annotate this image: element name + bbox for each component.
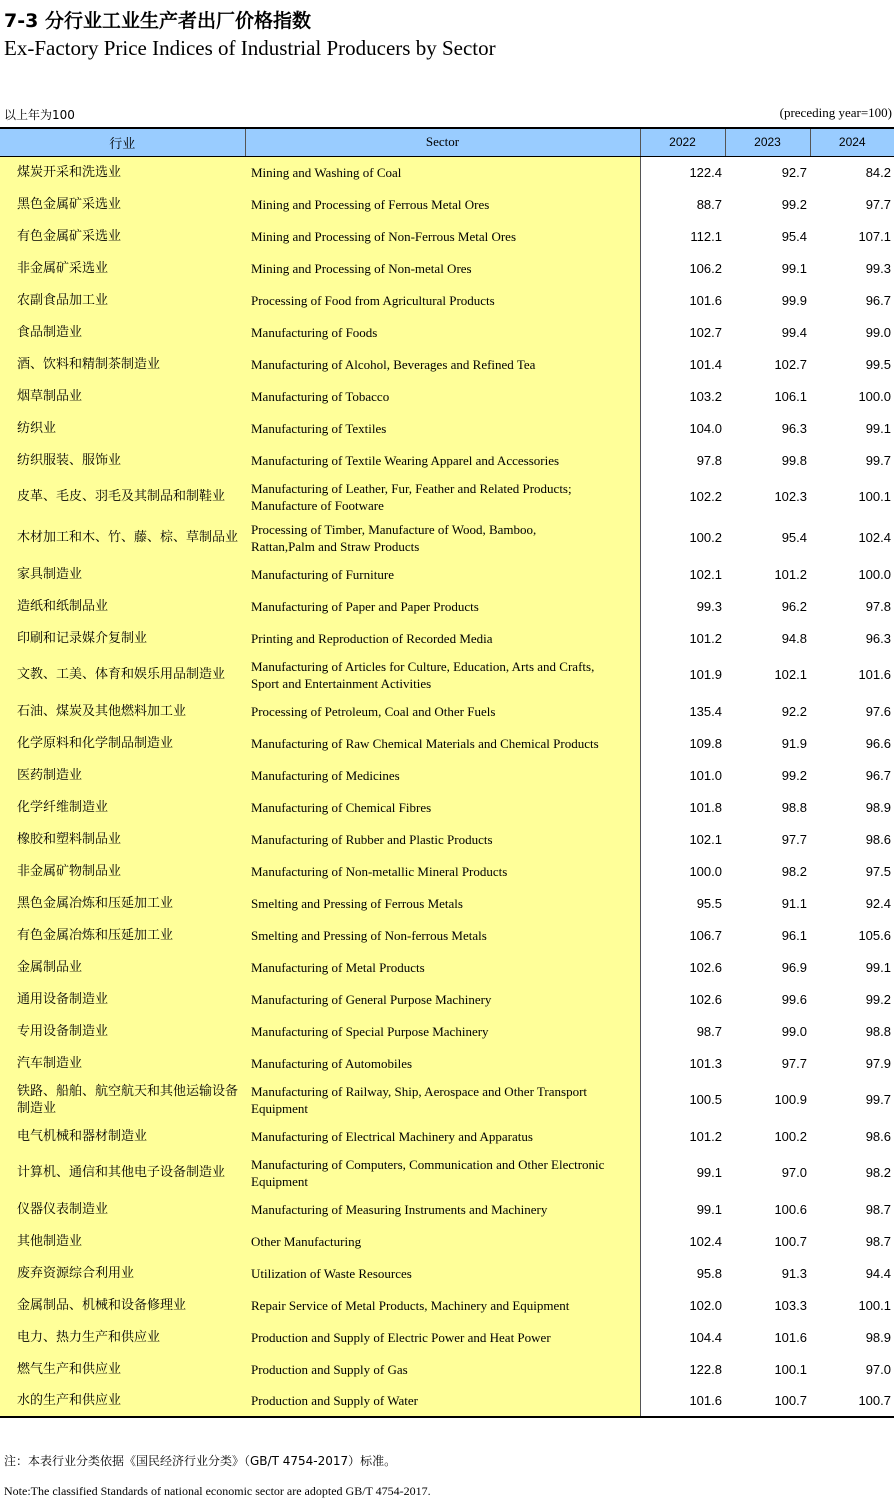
sector-name-chinese: 煤炭开采和洗选业	[0, 156, 245, 188]
table-row	[0, 1079, 894, 1120]
index-2024: 98.7	[865, 1201, 891, 1217]
index-2023: 100.1	[774, 1361, 807, 1377]
index-2023: 100.6	[774, 1201, 807, 1217]
index-2022: 106.2	[689, 260, 722, 276]
index-2022: 106.7	[689, 927, 722, 943]
sector-name-chinese: 化学原料和化学制品制造业	[0, 727, 245, 759]
index-2024: 99.0	[865, 324, 891, 340]
index-2023: 95.4	[781, 228, 807, 244]
table-row	[0, 622, 894, 654]
table-row	[0, 412, 894, 444]
table-header-row	[0, 128, 894, 156]
index-2023: 96.1	[781, 927, 807, 943]
index-2022: 102.4	[689, 1233, 722, 1249]
table-row	[0, 188, 894, 220]
sector-name-english: Manufacturing of Measuring Instruments and Machinery	[245, 1193, 640, 1225]
index-2023: 103.3	[774, 1297, 807, 1313]
index-2024: 98.6	[865, 1128, 891, 1144]
index-2022: 88.7	[696, 196, 722, 212]
index-2022: 102.2	[689, 489, 722, 504]
table-row	[0, 759, 894, 791]
index-2024: 99.1	[865, 420, 891, 436]
table-row	[0, 1193, 894, 1225]
sector-name-english: Manufacturing of Leather, Fur, Feather and Related Products; Manufacture of Footware	[245, 476, 640, 517]
sector-name-english: Manufacturing of Metal Products	[245, 951, 640, 983]
index-2023: 97.7	[781, 831, 807, 847]
sector-name-english: Manufacturing of Foods	[245, 316, 640, 348]
index-2023: 97.7	[781, 1055, 807, 1071]
unit-note-english: (preceding year=100)	[779, 105, 892, 120]
sector-name-english: Manufacturing of Automobiles	[245, 1047, 640, 1079]
table-row	[0, 1047, 894, 1079]
index-2024: 102.4	[858, 530, 891, 545]
index-2024: 101.6	[858, 667, 891, 682]
index-2022: 101.8	[689, 799, 722, 815]
index-2024: 98.9	[865, 799, 891, 815]
table-row	[0, 855, 894, 887]
sector-name-chinese: 电气机械和器材制造业	[0, 1120, 245, 1152]
index-2023: 99.2	[781, 196, 807, 212]
index-2024: 99.5	[865, 356, 891, 372]
index-2023: 101.6	[774, 1329, 807, 1345]
index-2022: 103.2	[689, 388, 722, 404]
table-row	[0, 654, 894, 695]
index-2024: 98.2	[865, 1165, 891, 1180]
sector-name-english: Manufacturing of Raw Chemical Materials and Chemical Products	[245, 727, 640, 759]
sector-name-english: Manufacturing of Special Purpose Machinery	[245, 1015, 640, 1047]
sector-name-chinese: 汽车制造业	[0, 1047, 245, 1079]
sector-name-english: Mining and Processing of Ferrous Metal Ores	[245, 188, 640, 220]
index-2023: 99.0	[781, 1023, 807, 1039]
index-2022: 102.1	[689, 831, 722, 847]
index-2022: 101.0	[689, 767, 722, 783]
index-2022: 135.4	[689, 703, 722, 719]
sector-name-english: Manufacturing of Paper and Paper Products	[245, 590, 640, 622]
index-2024: 98.6	[865, 831, 891, 847]
index-2024: 84.2	[865, 164, 891, 180]
index-2023: 92.7	[781, 164, 807, 180]
index-2024: 98.7	[865, 1233, 891, 1249]
index-2023: 99.2	[781, 767, 807, 783]
table-row	[0, 1225, 894, 1257]
sector-name-english: Manufacturing of Textiles	[245, 412, 640, 444]
sector-name-chinese: 医药制造业	[0, 759, 245, 791]
header-year-2024: 2024	[810, 128, 894, 156]
index-2024: 96.3	[865, 630, 891, 646]
sector-name-chinese: 铁路、船舶、航空航天和其他运输设备制造业	[0, 1079, 245, 1120]
sector-name-english: Processing of Food from Agricultural Products	[245, 284, 640, 316]
sector-name-chinese: 废弃资源综合利用业	[0, 1257, 245, 1289]
index-2023: 94.8	[781, 630, 807, 646]
index-2022: 101.4	[689, 356, 722, 372]
table-row	[0, 1015, 894, 1047]
index-2022: 99.1	[696, 1165, 722, 1180]
index-2024: 100.7	[810, 1385, 894, 1417]
sector-name-english: Manufacturing of Tobacco	[245, 380, 640, 412]
index-2023: 101.2	[774, 566, 807, 582]
sector-name-english: Smelting and Pressing of Non-ferrous Metals	[245, 919, 640, 951]
sector-name-chinese: 石油、煤炭及其他燃料加工业	[0, 695, 245, 727]
sector-name-english: Printing and Reproduction of Recorded Media	[245, 622, 640, 654]
table-row	[0, 1353, 894, 1385]
index-2022: 122.8	[689, 1361, 722, 1377]
table-row	[0, 919, 894, 951]
table-row	[0, 1257, 894, 1289]
header-year-2022: 2022	[640, 128, 725, 156]
index-2022: 100.2	[689, 530, 722, 545]
table-row	[0, 983, 894, 1015]
sector-name-chinese: 家具制造业	[0, 558, 245, 590]
sector-name-chinese: 其他制造业	[0, 1225, 245, 1257]
index-2024: 94.4	[865, 1265, 891, 1281]
sector-name-english: Mining and Washing of Coal	[245, 156, 640, 188]
sector-name-chinese: 造纸和纸制品业	[0, 590, 245, 622]
sector-name-english: Production and Supply of Water	[245, 1385, 640, 1417]
header-sector-english: Sector	[245, 128, 640, 156]
sector-name-english: Manufacturing of Computers, Communication and Other Electronic Equipment	[245, 1152, 640, 1193]
sector-name-chinese: 仪器仪表制造业	[0, 1193, 245, 1225]
index-2024: 105.6	[858, 927, 891, 943]
table-row	[0, 558, 894, 590]
sector-name-chinese: 烟草制品业	[0, 380, 245, 412]
sector-name-english: Mining and Processing of Non-metal Ores	[245, 252, 640, 284]
index-2022: 98.7	[696, 1023, 722, 1039]
index-2022: 95.8	[696, 1265, 722, 1281]
sector-name-chinese: 黑色金属矿采选业	[0, 188, 245, 220]
sector-name-english: Mining and Processing of Non-Ferrous Metal Ores	[245, 220, 640, 252]
sector-name-chinese: 燃气生产和供应业	[0, 1353, 245, 1385]
table-row	[0, 380, 894, 412]
index-2022: 122.4	[689, 164, 722, 180]
sector-name-chinese: 橡胶和塑料制品业	[0, 823, 245, 855]
index-2024: 98.8	[865, 1023, 891, 1039]
index-2024: 100.0	[858, 566, 891, 582]
table-body	[0, 156, 894, 1417]
table-row	[0, 951, 894, 983]
sector-name-english: Smelting and Pressing of Ferrous Metals	[245, 887, 640, 919]
index-2022: 101.2	[689, 1128, 722, 1144]
index-2023: 102.3	[774, 489, 807, 504]
index-2022: 104.4	[689, 1329, 722, 1345]
index-2024: 97.6	[865, 703, 891, 719]
index-2024: 99.1	[865, 959, 891, 975]
sector-name-chinese: 专用设备制造业	[0, 1015, 245, 1047]
index-2024: 100.1	[858, 1297, 891, 1313]
index-2022: 99.3	[696, 598, 722, 614]
table-row	[0, 316, 894, 348]
page-title-chinese: 7-3 分行业工业生产者出厂价格指数	[4, 10, 311, 32]
index-2024: 97.5	[865, 863, 891, 879]
table-row	[0, 1152, 894, 1193]
index-2023: 100.2	[774, 1128, 807, 1144]
index-2023: 98.2	[781, 863, 807, 879]
index-2023: 99.1	[781, 260, 807, 276]
table-row	[0, 1120, 894, 1152]
table-row	[0, 695, 894, 727]
unit-note-chinese: 以上年为100	[4, 108, 75, 122]
index-2022: 101.6	[640, 1385, 725, 1417]
index-2023: 102.1	[774, 667, 807, 682]
index-2024: 100.0	[858, 388, 891, 404]
index-2024: 99.7	[865, 1092, 891, 1107]
index-2024: 99.2	[865, 991, 891, 1007]
sector-name-chinese: 酒、饮料和精制茶制造业	[0, 348, 245, 380]
index-2024: 96.7	[865, 767, 891, 783]
sector-name-english: Repair Service of Metal Products, Machinery and Equipment	[245, 1289, 640, 1321]
table-row	[0, 727, 894, 759]
sector-name-english: Manufacturing of Alcohol, Beverages and Refined Tea	[245, 348, 640, 380]
index-2022: 100.5	[689, 1092, 722, 1107]
sector-name-chinese: 金属制品业	[0, 951, 245, 983]
index-2023: 97.0	[781, 1165, 807, 1180]
index-2023: 100.7	[725, 1385, 810, 1417]
index-2023: 91.9	[781, 735, 807, 751]
sector-name-chinese: 有色金属冶炼和压延加工业	[0, 919, 245, 951]
index-2022: 102.6	[689, 991, 722, 1007]
index-2023: 92.2	[781, 703, 807, 719]
sector-name-chinese: 非金属矿物制品业	[0, 855, 245, 887]
table-row	[0, 348, 894, 380]
index-2022: 101.2	[689, 630, 722, 646]
page-title-english: Ex-Factory Price Indices of Industrial Producers by Sector	[4, 36, 496, 60]
index-2024: 98.9	[865, 1329, 891, 1345]
sector-name-chinese: 皮革、毛皮、羽毛及其制品和制鞋业	[0, 476, 245, 517]
sector-name-english: Manufacturing of Electrical Machinery and Apparatus	[245, 1120, 640, 1152]
index-2022: 101.9	[689, 667, 722, 682]
sector-name-english: Manufacturing of Rubber and Plastic Products	[245, 823, 640, 855]
index-2023: 95.4	[781, 530, 807, 545]
sector-name-chinese: 纺织服装、服饰业	[0, 444, 245, 476]
index-2024: 97.7	[865, 196, 891, 212]
sector-name-english: Utilization of Waste Resources	[245, 1257, 640, 1289]
sector-name-english: Manufacturing of General Purpose Machinery	[245, 983, 640, 1015]
index-2024: 97.0	[865, 1361, 891, 1377]
sector-name-chinese: 纺织业	[0, 412, 245, 444]
index-2023: 99.6	[781, 991, 807, 1007]
table-row	[0, 791, 894, 823]
index-2023: 99.4	[781, 324, 807, 340]
index-2023: 96.2	[781, 598, 807, 614]
index-2022: 100.0	[689, 863, 722, 879]
sector-name-chinese: 电力、热力生产和供应业	[0, 1321, 245, 1353]
index-2024: 92.4	[865, 895, 891, 911]
index-2023: 99.9	[781, 292, 807, 308]
index-2022: 104.0	[689, 420, 722, 436]
table-row	[0, 590, 894, 622]
sector-name-english: Manufacturing of Railway, Ship, Aerospace and Other Transport Equipment	[245, 1079, 640, 1120]
table-row	[0, 517, 894, 558]
sector-name-english: Production and Supply of Electric Power and Heat Power	[245, 1321, 640, 1353]
index-2024: 107.1	[858, 228, 891, 244]
footnote-english: Note:The classified Standards of national economic sector are adopted GB/T 4754-2017.	[4, 1484, 431, 1498]
index-2023: 91.1	[781, 895, 807, 911]
index-2022: 109.8	[689, 735, 722, 751]
index-2022: 102.6	[689, 959, 722, 975]
index-2022: 101.6	[689, 292, 722, 308]
table-row	[0, 887, 894, 919]
sector-name-english: Production and Supply of Gas	[245, 1353, 640, 1385]
index-2022: 102.7	[689, 324, 722, 340]
table-row	[0, 1321, 894, 1353]
sector-name-chinese: 食品制造业	[0, 316, 245, 348]
index-2022: 97.8	[696, 452, 722, 468]
price-index-table	[0, 127, 894, 1418]
table-row	[0, 823, 894, 855]
header-sector-chinese: 行业	[0, 128, 245, 156]
index-2024: 99.7	[865, 452, 891, 468]
index-2022: 99.1	[696, 1201, 722, 1217]
index-2022: 102.1	[689, 566, 722, 582]
sector-name-english: Manufacturing of Furniture	[245, 558, 640, 590]
index-2023: 98.8	[781, 799, 807, 815]
footnote-chinese: 注：本表行业分类依据《国民经济行业分类》（GB/T 4754-2017）标准。	[4, 1454, 397, 1468]
table-row	[0, 1289, 894, 1321]
sector-name-chinese: 非金属矿采选业	[0, 252, 245, 284]
index-2022: 112.1	[690, 228, 722, 244]
index-2023: 106.1	[774, 388, 807, 404]
sector-name-english: Manufacturing of Articles for Culture, Education, Arts and Crafts, Sport and Entertainment Activities	[245, 654, 640, 695]
sector-name-chinese: 文教、工美、体育和娱乐用品制造业	[0, 654, 245, 695]
index-2022: 102.0	[689, 1297, 722, 1313]
table-row	[0, 444, 894, 476]
sector-name-english: Manufacturing of Medicines	[245, 759, 640, 791]
sector-name-english: Manufacturing of Chemical Fibres	[245, 791, 640, 823]
index-2023: 100.9	[774, 1092, 807, 1107]
table-row	[0, 156, 894, 188]
index-2022: 101.3	[689, 1055, 722, 1071]
index-2024: 99.3	[865, 260, 891, 276]
index-2022: 95.5	[696, 895, 722, 911]
table-row	[0, 220, 894, 252]
sector-name-chinese: 印刷和记录媒介复制业	[0, 622, 245, 654]
index-2024: 100.1	[858, 489, 891, 504]
sector-name-english: Other Manufacturing	[245, 1225, 640, 1257]
sector-name-chinese: 金属制品、机械和设备修理业	[0, 1289, 245, 1321]
index-2023: 99.8	[781, 452, 807, 468]
table-row	[0, 284, 894, 316]
index-2023: 96.3	[781, 420, 807, 436]
sector-name-chinese: 化学纤维制造业	[0, 791, 245, 823]
index-2024: 96.7	[865, 292, 891, 308]
sector-name-english: Manufacturing of Non-metallic Mineral Products	[245, 855, 640, 887]
table-row	[0, 1385, 894, 1417]
sector-name-english: Processing of Timber, Manufacture of Wood, Bamboo, Rattan,Palm and Straw Products	[245, 517, 640, 558]
sector-name-chinese: 木材加工和木、竹、藤、棕、草制品业	[0, 517, 245, 558]
sector-name-chinese: 农副食品加工业	[0, 284, 245, 316]
sector-name-chinese: 水的生产和供应业	[0, 1385, 245, 1417]
table-row	[0, 476, 894, 517]
index-2024: 96.6	[865, 735, 891, 751]
index-2023: 96.9	[781, 959, 807, 975]
sector-name-english: Manufacturing of Textile Wearing Apparel and Accessories	[245, 444, 640, 476]
index-2023: 91.3	[781, 1265, 807, 1281]
index-2024: 97.8	[865, 598, 891, 614]
index-2023: 100.7	[774, 1233, 807, 1249]
index-2024: 97.9	[865, 1055, 891, 1071]
table-row	[0, 252, 894, 284]
sector-name-english: Processing of Petroleum, Coal and Other Fuels	[245, 695, 640, 727]
sector-name-chinese: 通用设备制造业	[0, 983, 245, 1015]
sector-name-chinese: 计算机、通信和其他电子设备制造业	[0, 1152, 245, 1193]
sector-name-chinese: 有色金属矿采选业	[0, 220, 245, 252]
index-2023: 102.7	[774, 356, 807, 372]
sector-name-chinese: 黑色金属冶炼和压延加工业	[0, 887, 245, 919]
header-year-2023: 2023	[725, 128, 810, 156]
